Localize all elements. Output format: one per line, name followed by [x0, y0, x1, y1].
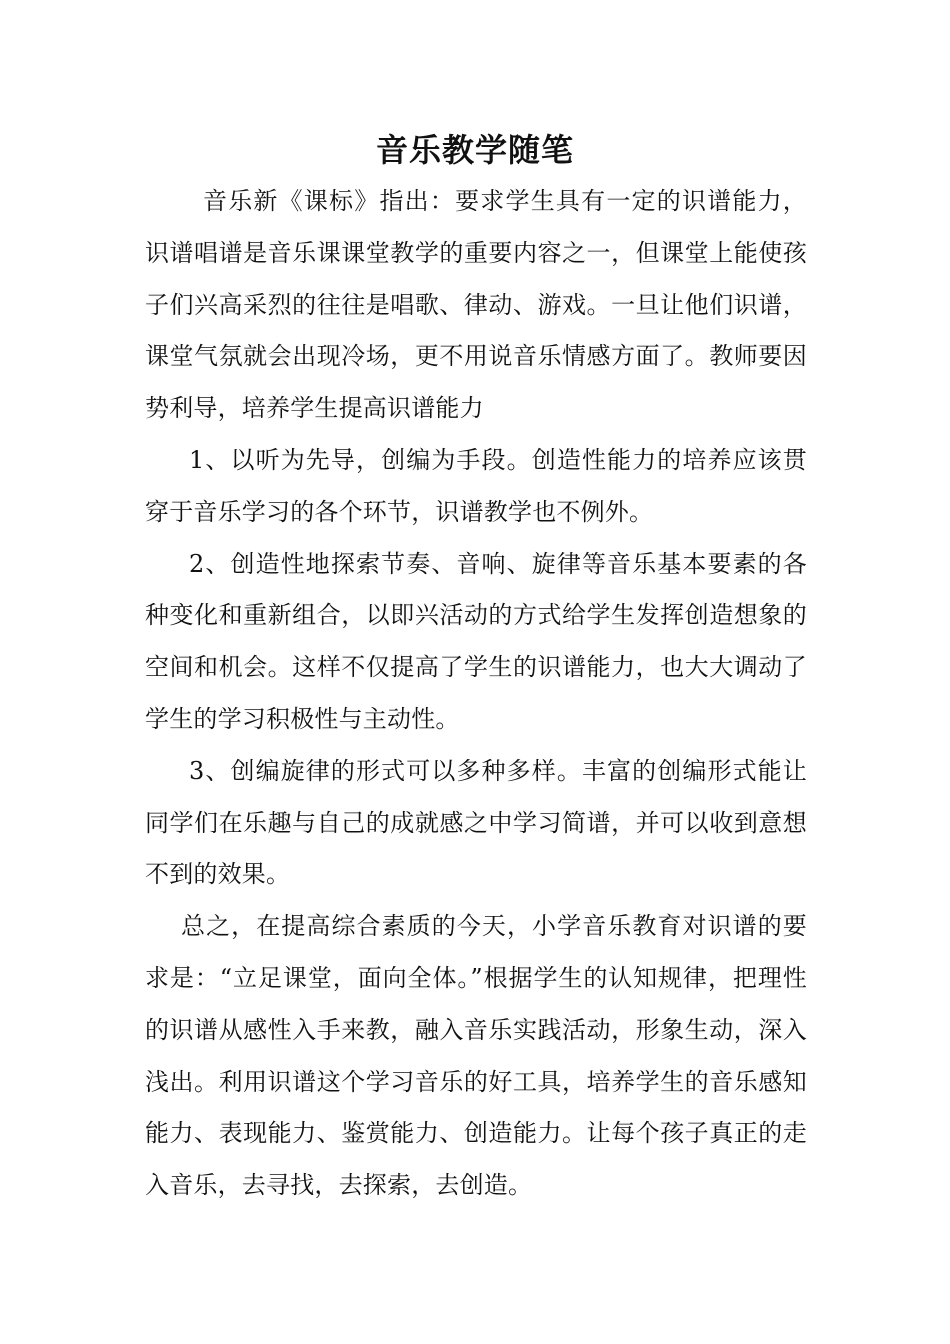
point-2-paragraph: 2、创造性地探索节奏、音响、旋律等音乐基本要素的各种变化和重新组合，以即兴活动的方式给学生发挥创造想象的空间和机会。这样不仅提高了学生的识谱能力，也大大调动了学生的学习积极性与主动性。 — [145, 549, 807, 733]
document-title: 音乐教学随笔 — [375, 131, 574, 169]
document-body — [145, 176, 807, 1212]
point-3-paragraph: 3、创编旋律的形式可以多种多样。丰富的创编形式能让同学们在乐趣与自己的成就感之中学习简谱，并可以收到意想不到的效果。 — [145, 756, 807, 889]
intro-paragraph: 音乐新《课标》指出：要求学生具有一定的识谱能力，识谱唱谱是音乐课课堂教学的重要内容之一，但课堂上能使孩子们兴高采烈的往往是唱歌、律动、游戏。一旦让他们识谱，课堂气氛就会出现冷场，更不用说音乐情感方面了。教师要因势利导，培养学生提高识谱能力 — [145, 187, 807, 423]
summary-paragraph: 总之，在提高综合素质的今天，小学音乐教育对识谱的要求是：“立足课堂，面向全体。”根据学生的认知规律，把理性的识谱从感性入手来教，融入音乐实践活动，形象生动，深入浅出。利用识谱这个学习音乐的好工具，培养学生的音乐感知能力、表现能力、鉴赏能力、创造能力。让每个孩子真正的走入音乐，去寻找，去探索，去创造。 — [145, 912, 807, 1200]
point-1-paragraph: 1、以听为先导，创编为手段。创造性能力的培养应该贯穿于音乐学习的各个环节，识谱教学也不例外。 — [145, 445, 807, 526]
